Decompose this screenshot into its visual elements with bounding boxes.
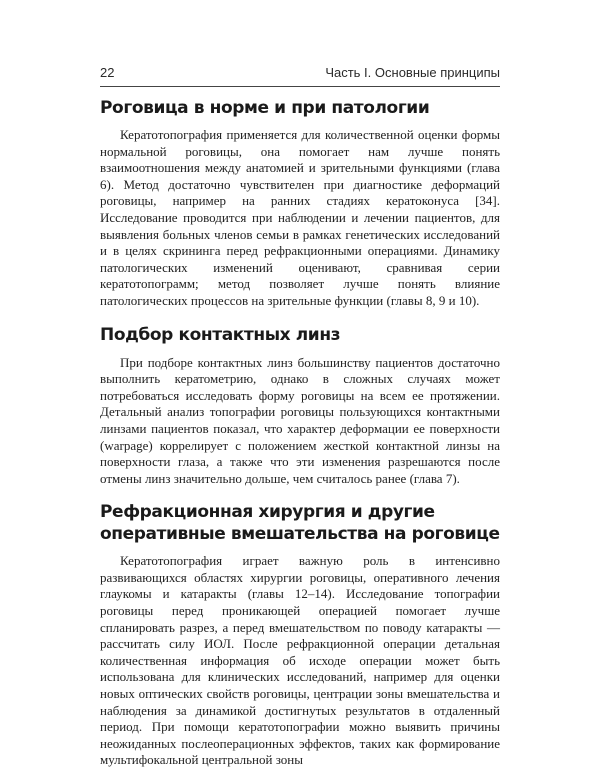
page-content [100, 95, 500, 769]
section-normal-pathology [100, 97, 500, 310]
page-number: 22 [100, 65, 115, 80]
running-header [100, 62, 500, 86]
running-title: Часть I. Основные принципы [325, 65, 500, 80]
header-rule [100, 86, 500, 87]
section-paragraph: При подборе контактных линз большинству пациентов достаточно выполнить кератометрию, однако в сложных случаях может потребоваться исследовать форму роговицы на всем ее протяжении. Детальный анализ топографии роговицы пользующихся контактными линзами пациентов показал, что характер деформации ее поверхности (warpage) коррелирует с положением жесткой контактной линзы на поверхности глаза, а также что эти изменения разрешаются после отмены линз значительно дольше, чем считалось ранее (глава 7). [100, 354, 500, 486]
section-heading: Подбор контактных линз [100, 324, 341, 345]
section-refractive-surgery [100, 501, 500, 769]
section-heading: Рефракционная хирургия и другие оперативные вмешательства на роговице [100, 502, 500, 545]
section-heading: Роговица в норме и при патологии [100, 98, 430, 118]
section-contact-lenses [100, 324, 500, 488]
section-paragraph: Кератотопография играет важную роль в интенсивно развивающихся областях хирургии роговицы, оперативного лечения глаукомы и катаракты (главы 12–14). Исследование топографии роговицы перед проникающей операцией помогает лучше спланировать разрез, а перед вмешательством по поводу катаракты — рассчитать силу ИОЛ. После рефракционной операции детальная количественная информация об исходе операции может быть использована для клинических исследований, например для оценки новых оптических свойств роговицы, центрации зоны вмешательства и наблюдения за динамикой достигнутых результатов в отдаленный период. При помощи кератотопографии можно выявить причины неожиданных послеоперационных эффектов, таких как формирование мультифокальной центральной зоны [100, 553, 500, 768]
section-paragraph: Кератотопография применяется для количественной оценки формы нормальной роговицы, она помогает нам лучше понять взаимоотношения между анатомией и зрительными функциями (глава 6). Метод достаточно чувствителен при диагностике деформаций роговицы, например на ранних стадиях кератоконуса [34]. Исследование проводится при наблюдении и лечении пациентов, для выявления больных членов семьи в рамках генетических исследований и в целях скрининга перед рефракционными операциями. Динамику патологических изменений оценивают, сравнивая серии кератотопограмм; метод позволяет лучше понять влияние патологических процессов на зрительные функции (главы 8, 9 и 10). [100, 127, 500, 308]
